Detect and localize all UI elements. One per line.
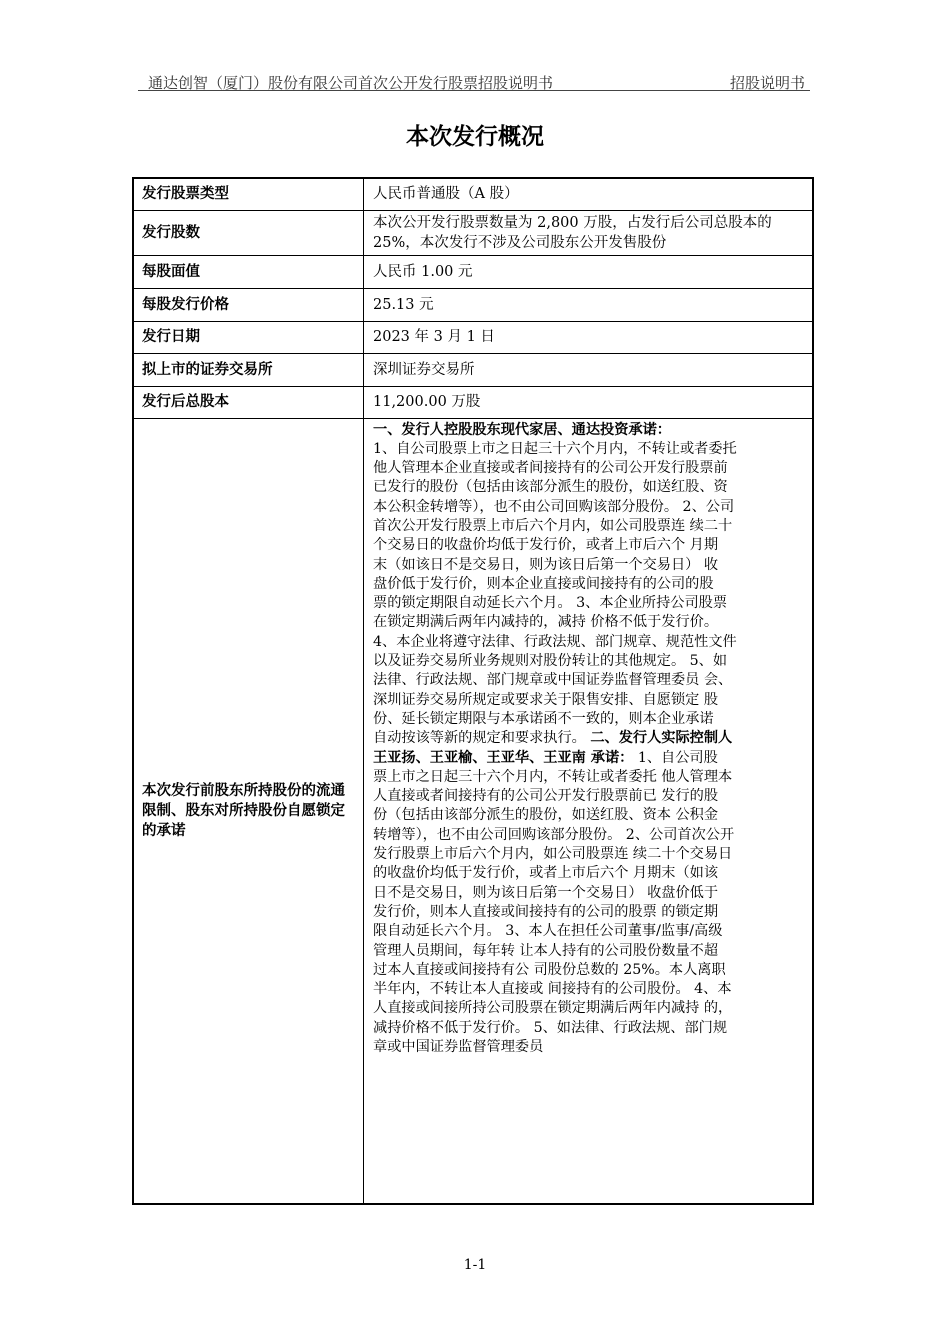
text-line: 发行股票上市后六个月内，如公司股票连 续二十个交易日	[373, 846, 733, 863]
page-number	[0, 1250, 950, 1273]
table-row	[133, 178, 813, 210]
text-line: 本公积金转增等），也不由公司回购该部分股份。 2、公司	[373, 498, 735, 515]
row-key: 每股发行价格	[133, 288, 364, 321]
text-line: 1、自公司股票上市之日起三十六个月内，不转让或者委托	[373, 440, 737, 457]
table-row	[133, 210, 813, 255]
row-value: 2023 年 3 月 1 日	[364, 321, 814, 353]
header-left-text: 通达创智（厦门）股份有限公司首次公开发行股票招股说明书	[148, 74, 554, 92]
table-row	[133, 255, 813, 288]
text-line: 在锁定期满后两年内减持的，减持 价格不低于发行价。	[373, 614, 719, 631]
row-value: 25.13 元	[364, 288, 814, 321]
page-title: 本次发行概况	[406, 124, 544, 150]
row-value: 人民币 1.00 元	[364, 255, 814, 288]
table-row-lockup	[133, 418, 813, 1204]
table-row	[133, 288, 813, 321]
text-line: 半年内，不转让本人直接或 间接持有的公司股份。 4、本	[373, 981, 732, 998]
text-line: 盘价低于发行价，则本企业直接或间接持有的公司的股	[373, 575, 714, 592]
commitment-heading-2-cont: 王亚扬、王亚榆、王亚华、王亚南 承诺：	[373, 749, 634, 766]
line-text: 1、自公司股	[633, 749, 718, 766]
commitment-2-lines	[373, 768, 804, 1057]
text-line: 票的锁定期限自动延长六个月。 3、本企业所持公司股票	[373, 595, 728, 612]
text-line: 他人管理本企业直接或者间接持有的公司公开发行股票前	[373, 460, 728, 477]
row-value-lockup	[364, 418, 814, 1204]
header-right-text: 招股说明书	[730, 74, 806, 92]
row-value: 11,200.00 万股	[364, 386, 814, 418]
text-line: 人直接或间接所持公司股票在锁定期满后两年内减持 的，	[373, 1000, 733, 1017]
text-line: 法律、行政法规、部门规章或中国证券监督管理委员 会、	[373, 672, 733, 689]
text-line: 以及证券交易所业务规则对股份转让的其他规定。 5、如	[373, 653, 728, 670]
text-line: 章或中国证券监督管理委员	[373, 1039, 544, 1055]
row-key: 发行股数	[133, 210, 364, 255]
row-key: 每股面值	[133, 255, 364, 288]
text-line: 限自动延长六个月。 3、本人在担任公司董事/监事/高级	[373, 923, 723, 940]
text-line: 4、本企业将遵守法律、行政法规、部门规章、规范性文件	[373, 633, 737, 650]
text-line: 管理人员期间，每年转 让本人持有的公司股份数量不超	[373, 942, 719, 959]
header-rule	[138, 90, 810, 91]
text-line: 发行价，则本人直接或间接持有的公司的股票 的锁定期	[373, 903, 719, 920]
row-key: 本次发行前股东所持股份的流通限制、股东对所持股份自愿锁定的承诺	[133, 418, 364, 1204]
text-line: 人直接或者间接持有的公司公开发行股票前已 发行的股	[373, 788, 719, 805]
row-key: 发行后总股本	[133, 386, 364, 418]
table-row	[133, 386, 813, 418]
text-line: 个交易日的收盘价均低于发行价，或者上市后六个 月期	[373, 537, 719, 554]
text-line: 票上市之日起三十六个月内，不转让或者委托 他人管理本	[373, 768, 733, 785]
text-line: 减持价格不低于发行价。 5、如法律、行政法规、部门规	[373, 1019, 728, 1036]
row-value: 本次公开发行股票数量为 2,800 万股，占发行后公司总股本的 25%，本次发行不涉及公司股东公开发售股份	[364, 210, 814, 255]
running-header-left	[148, 62, 553, 90]
text-line: 深圳证券交易所规定或要求关于限售安排、自愿锁定 股	[373, 691, 719, 708]
text-line: 过本人直接或间接持有公 司股份总数的 25%。本人离职	[373, 961, 726, 978]
text-line: 转增等），也不由公司回购该部分股份。 2、公司首次公开	[373, 826, 735, 843]
row-value: 人民币普通股（A 股）	[364, 178, 814, 210]
commitment-1-lines	[373, 440, 804, 729]
commitment-heading-2: 二、发行人实际控制人	[590, 730, 733, 747]
text-line: 份、延长锁定期限与本承诺函不一致的，则本企业承诺	[373, 710, 714, 727]
row-key: 发行股票类型	[133, 178, 364, 210]
row-key: 发行日期	[133, 321, 364, 353]
line-text: 自动按该等新的规定和要求执行。	[373, 730, 591, 747]
text-line: 的收盘价均低于发行价，或者上市后六个 月期末（如该	[373, 865, 719, 882]
table-row	[133, 321, 813, 353]
text-line: 份（包括由该部分派生的股份，如送红股、资本 公积金	[373, 807, 719, 824]
text-line: 末（如该日不是交易日，则为该日后第一个交易日） 收	[373, 556, 719, 573]
text-line: 日不是交易日，则为该日后第一个交易日） 收盘价低于	[373, 884, 719, 901]
running-header-right	[730, 62, 805, 90]
text-line: 已发行的股份（包括由该部分派生的股份，如送红股、资	[373, 479, 728, 496]
offering-overview-table	[132, 177, 814, 1205]
text-line: 首次公开发行股票上市后六个月内，如公司股票连 续二十	[373, 517, 733, 534]
row-key: 拟上市的证券交易所	[133, 353, 364, 386]
page-number-text: 1-1	[463, 1257, 487, 1273]
row-value: 深圳证券交易所	[364, 353, 814, 386]
commitment-heading-1: 一、发行人控股股东现代家居、通达投资承诺：	[373, 421, 671, 438]
table-row	[133, 353, 813, 386]
